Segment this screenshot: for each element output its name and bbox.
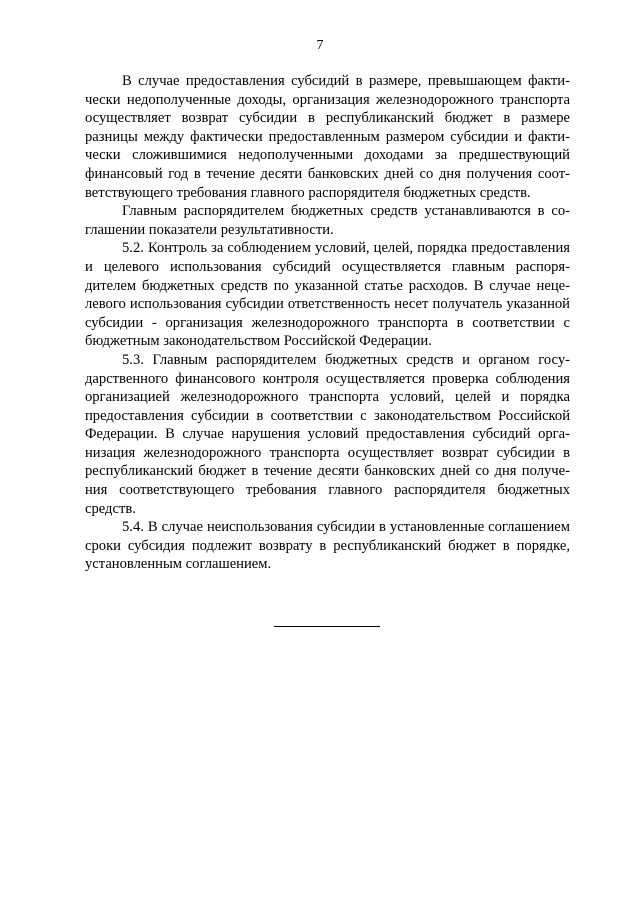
paragraph-performance-indicators: Главным распорядителем бюджетных средств устанавливаются в соглашении показатели результативности. — [85, 203, 570, 238]
paragraph-section-5-3: 5.3. Главным распорядителем бюджетных средств и органом государственного финансового контроля осуществляется проверка соблюдения организацией железнодорожного транспорта условий, целей и порядка предоставления субсидии в соответствии с законодательством Российской Федерации. В случае нарушения условий предоставления субсидий организация железнодорожного транспорта осуществляет возврат субсидии в республиканский бюджет в течение десяти банковских дней со дня получения соответствующего требования главного распорядителя бюджетных средств. — [85, 351, 570, 517]
paragraph-section-5-4: 5.4. В случае неиспользования субсидии в установленные соглашением сроки субсидия подлежит возврату в республиканский бюджет в порядке, установленным соглашением. — [85, 519, 570, 573]
paragraph-subsidy-excess-refund: В случае предоставления субсидий в размере, превышающем фактически недополученные доходы, организация железнодорожного транспорта осуществляет возврат субсидии в республиканский бюджет в размере разницы между фактически предоставленным размером субсидии и фактически сложившимися недополученными доходами за предшествующий финансовый год в течение десяти банковских дней со дня получения соответствующего требования главного распорядителя бюджетных средств. — [85, 73, 570, 201]
page-number: 7 — [316, 38, 324, 53]
paragraph-section-5-2: 5.2. Контроль за соблюдением условий, целей, порядка предоставления и целевого использования субсидий осуществляется главным распорядителем бюджетных средств по указанной статье расходов. В случае нецелевого использования субсидии ответственность несет получатель указанной субсидии - организация железнодорожного транспорта в соответствии с бюджетным законодательством Российской Федерации. — [85, 240, 570, 350]
document-body — [85, 72, 570, 574]
end-divider-line — [274, 626, 380, 627]
